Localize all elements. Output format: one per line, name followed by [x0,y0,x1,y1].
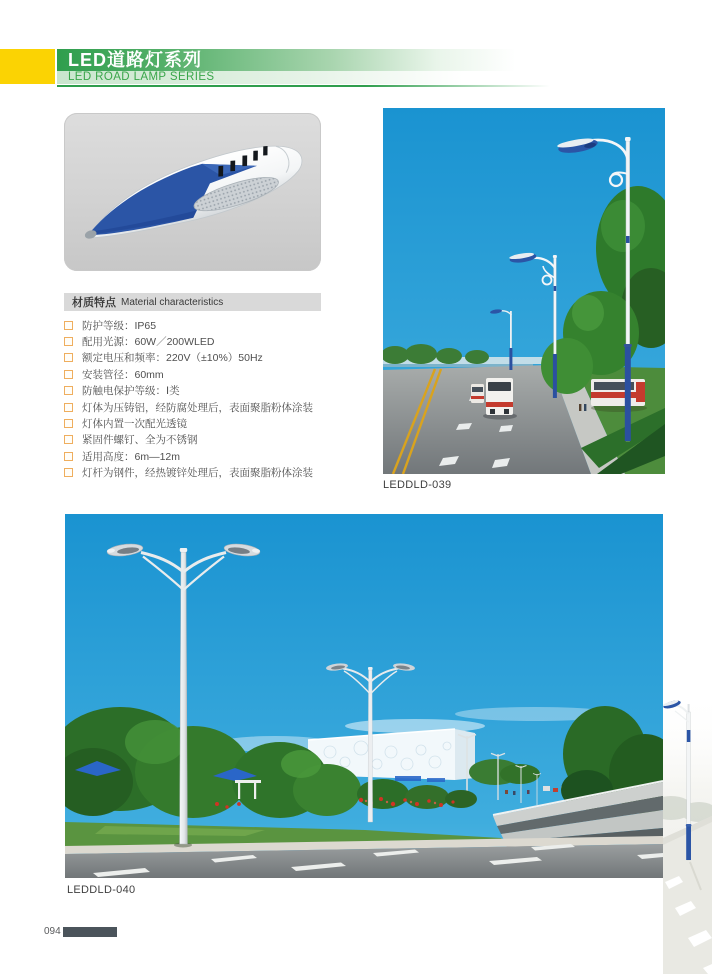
street-photo-040 [65,514,663,878]
spec-item-label: 安装管径：60mm [82,368,164,381]
spec-item [64,333,374,349]
bus-small [471,384,484,403]
photo-label-040: LEDDLD-040 [67,884,136,896]
header-underline [57,85,617,87]
spec-checkbox-icon [64,337,73,346]
spec-item [64,317,374,333]
spec-item [64,399,374,415]
spec-checkbox-icon [64,353,73,362]
series-title-cn: LED道路灯系列 [68,50,202,70]
spec-item [64,448,374,464]
spec-item-label: 防触电保护等级：Ⅰ类 [82,385,180,398]
spec-item [64,383,374,399]
series-title-en: LED ROAD LAMP SERIES [68,70,215,83]
spec-item-label: 额定电压和频率：220V（±10%）50Hz [82,352,263,365]
spec-item [64,432,374,448]
spec-checkbox-icon [64,370,73,379]
spec-checkbox-icon [64,403,73,412]
series-subtitle-bar [57,71,712,84]
bus-center [483,378,517,420]
spec-item [64,350,374,366]
spec-checkbox-icon [64,419,73,428]
spec-item-label: 适用高度：6m—12m [82,450,181,463]
watermark-lamp-photo [663,690,712,974]
spec-checkbox-icon [64,386,73,395]
spec-checkbox-icon [64,468,73,477]
brand-yellow-block [0,49,55,84]
spec-item-label: 防护等级：IP65 [82,319,157,332]
series-title-bar [57,49,712,71]
spec-item-label: 灯杆为钢件，经热镀锌处理后，表面聚脂粉体涂装 [82,467,313,480]
bus-right [591,379,647,412]
spec-item-label: 灯体内置一次配光透镜 [82,418,187,431]
spec-item [64,415,374,431]
material-list [64,317,374,481]
material-title-cn: 材质特点 [72,297,116,309]
spec-item-label: 灯体为压铸铝，经防腐处理后，表面聚脂粉体涂装 [82,401,313,414]
page-number: 094 [44,926,61,937]
spec-checkbox-icon [64,452,73,461]
spec-item-label: 紧固件螺钉、全为不锈钢 [82,434,198,447]
lamp-head-illustration [64,113,321,271]
photo-label-039: LEDDLD-039 [383,479,452,491]
material-section-header [64,293,321,311]
spec-item [64,465,374,481]
spec-checkbox-icon [64,435,73,444]
spec-checkbox-icon [64,321,73,330]
spec-item-label: 配用光源：60W／200WLED [82,336,215,349]
street-photo-039 [383,108,665,474]
footer-bar [63,927,117,937]
product-image-card [64,113,321,271]
material-title-en: Material characteristics [121,296,224,308]
spec-item [64,366,374,382]
